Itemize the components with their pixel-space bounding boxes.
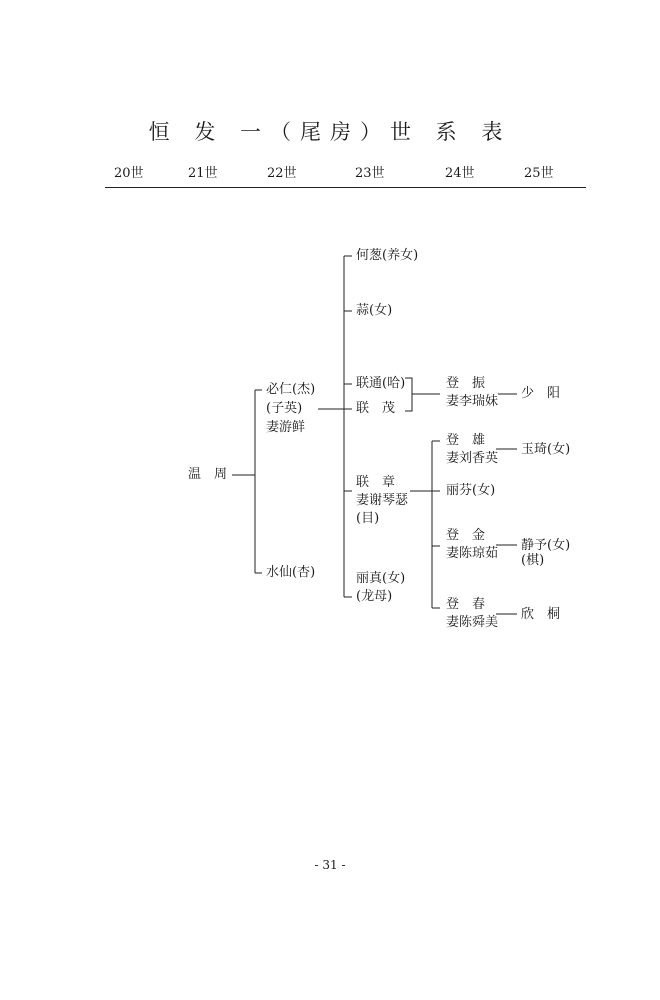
person-deng-xiong: 登 雄 <box>446 433 486 448</box>
spouse-chen-shun-mei: 妻陈舜美 <box>446 615 499 630</box>
person-lian-mao: 联 茂 <box>356 401 396 416</box>
person-shui-xian: 水仙(杏) <box>266 565 316 580</box>
generation-22: 22世 <box>267 166 297 181</box>
page-number: - 31 - <box>314 858 346 872</box>
person-qi: (棋) <box>521 553 545 568</box>
person-lian-tong: 联通(哈) <box>356 376 406 391</box>
spouse-xie-qin-se: 妻谢琴瑟 <box>356 493 409 508</box>
person-li-zhen: 丽真(女) <box>356 571 406 586</box>
spouse-you-xian: 妻游鲜 <box>266 420 306 435</box>
person-deng-jin: 登 金 <box>446 528 486 543</box>
spouse-chen-qiong-ru: 妻陈琼茹 <box>446 546 499 561</box>
person-deng-zhen: 登 振 <box>446 376 486 391</box>
person-wen-zhou: 温 周 <box>188 467 228 482</box>
spouse-liu-xiang-ying: 妻刘香英 <box>446 451 499 466</box>
person-li-fen: 丽芬(女) <box>446 483 496 498</box>
generation-24: 24世 <box>445 166 475 181</box>
person-shao-yang: 少 阳 <box>521 386 561 401</box>
person-yu-qi: 玉琦(女) <box>521 442 571 457</box>
person-jing-yu: 静予(女) <box>521 538 571 553</box>
person-he-cong: 何葱(养女) <box>356 248 419 263</box>
person-long-mu: (龙母) <box>356 589 393 604</box>
person-lian-zhang: 联 章 <box>356 475 396 490</box>
generation-21: 21世 <box>188 166 218 181</box>
person-deng-chun: 登 春 <box>446 597 486 612</box>
spouse-li-rui-mei: 妻李瑞妹 <box>446 394 499 409</box>
generation-25: 25世 <box>524 166 554 181</box>
generation-23: 23世 <box>355 166 385 181</box>
page-title: 恒 发 一（尾房）世 系 表 <box>148 120 512 144</box>
person-bi-ren: 必仁(杰) <box>266 382 316 397</box>
person-zi-ying: (子英) <box>266 401 303 416</box>
person-xin-tong: 欣 桐 <box>521 607 561 622</box>
person-suan: 蒜(女) <box>356 303 393 318</box>
generation-20: 20世 <box>114 166 144 181</box>
person-mu: (目) <box>356 511 380 526</box>
